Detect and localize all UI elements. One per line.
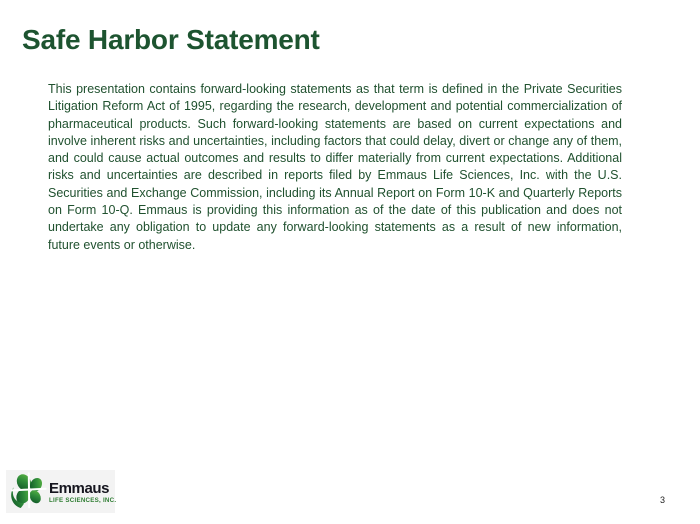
- slide-title: Safe Harbor Statement: [22, 24, 320, 55]
- logo-text: [49, 481, 116, 504]
- logo-brand: Emmaus: [49, 480, 110, 497]
- clover-icon: [8, 472, 48, 512]
- logo-subtitle: LIFE SCIENCES, INC.: [49, 497, 117, 504]
- page-number: 3: [660, 495, 666, 505]
- body-paragraph: This presentation contains forward-looking statements as that term is defined in the Private Securities Litigation Reform Act of 1995, regarding the research, development and potential commercialization of pharmaceutical products. Such forward-looking statements are based on current expectations and involve inherent risks and uncertainties, including factors that could delay, divert or change any of them, and could cause actual outcomes and results to differ materially from current expectations. Additional risks and uncertainties are described in reports filed by Emmaus Life Sciences, Inc. with the U.S. Securities and Exchange Commission, including its Annual Report on Form 10-K and Quarterly Reports on Form 10-Q. Emmaus is providing this information as of the date of this publication and does not undertake any obligation to update any forward-looking statements as a result of new information, future events or otherwise.: [48, 82, 622, 252]
- footer-logo: [6, 470, 115, 513]
